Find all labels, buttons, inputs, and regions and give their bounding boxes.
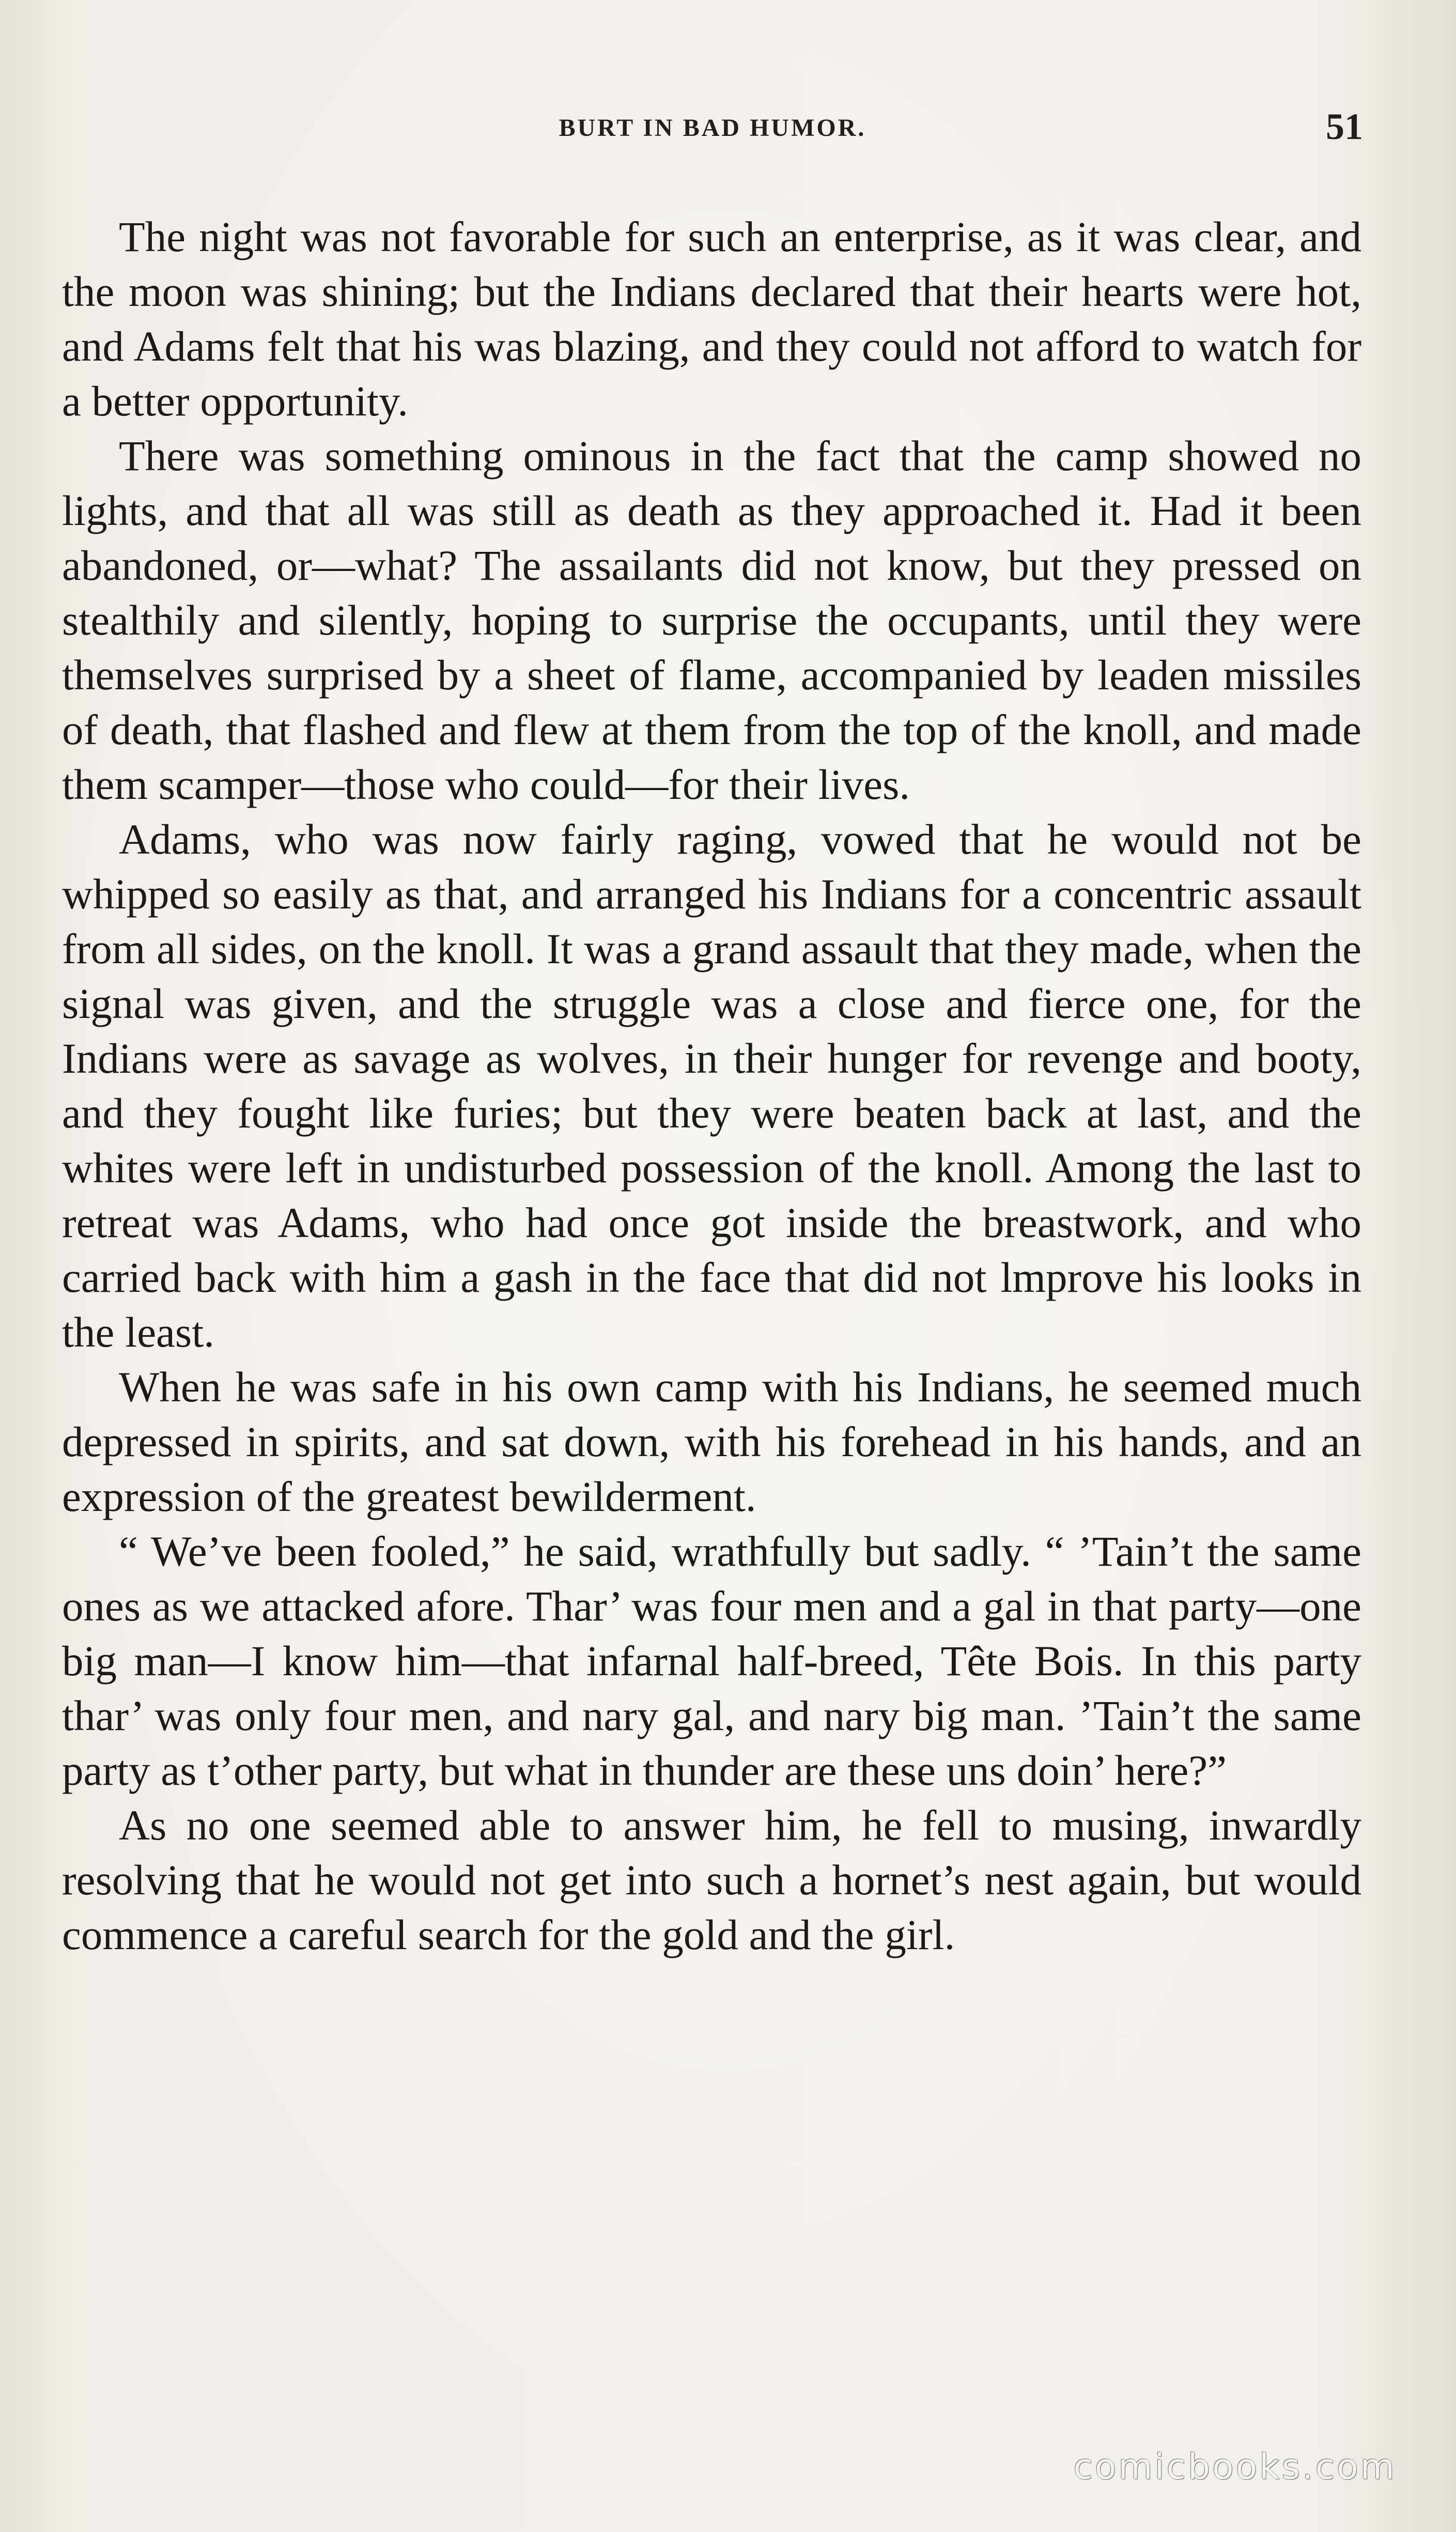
body-text bbox=[62, 209, 1361, 1962]
watermark: comicbooks.com bbox=[1073, 2447, 1397, 2488]
page-header bbox=[62, 98, 1363, 155]
paragraph-1: The night was not favorable for such an enterprise, as it was clear, and the moon was shining; but the Indians declared that their hearts were hot, and Adams felt that his was blazing, and they could not afford to watch for a better opportunity. bbox=[62, 213, 1361, 425]
page-number: 51 bbox=[1326, 106, 1363, 147]
paragraph-6: As no one seemed able to answer him, he fell to musing, inwardly resolving that he would not get into such a hornet’s nest again, but would commence a careful search for the gold and the girl. bbox=[62, 1801, 1361, 1958]
paragraph-2: There was something ominous in the fact that the camp showed no lights, and that all was still as death as they approached it. Had it been abandoned, or—what? The assailants did not know, but they pressed on stealthily and silently, hoping to surprise the occupants, until they were themselves surprised by a sheet of flame, accompanied by leaden missiles of death, that flashed and flew at them from the top of the knoll, and made them scamper—those who could—for their lives. bbox=[62, 432, 1361, 808]
running-head: BURT IN BAD HUMOR. bbox=[559, 114, 866, 142]
paragraph-4: When he was safe in his own camp with his Indians, he seemed much depressed in spirits, and sat down, with his forehead in his hands, and an expression of the greatest bewilderment. bbox=[62, 1363, 1361, 1520]
paragraph-3: Adams, who was now fairly raging, vowed that he would not be whipped so easily as that, and arranged his Indians for a concentric assault from all sides, on the knoll. It was a grand assault that they made, when the signal was given, and the struggle was a close and fierce one, for the Indians were as savage as wolves, in their hunger for revenge and booty, and they fought like furies; but they were beaten back at last, and the whites were left in undisturbed possession of the knoll. Among the last to retreat was Adams, who had once got inside the breastwork, and who carried back with him a gash in the face that did not lmprove his looks in the least. bbox=[62, 815, 1361, 1356]
paragraph-5: “ We’ve been fooled,” he said, wrathfully but sadly. “ ’Tain’t the same ones as we attacked afore. Thar’ was four men and a gal in that party—one big man—I know him—that infarnal half-breed, Tête Bois. In this party thar’ was only four men, and nary gal, and nary big man. ’Tain’t the same party as t’other party, but what in thunder are these uns doin’ here?” bbox=[62, 1527, 1361, 1794]
